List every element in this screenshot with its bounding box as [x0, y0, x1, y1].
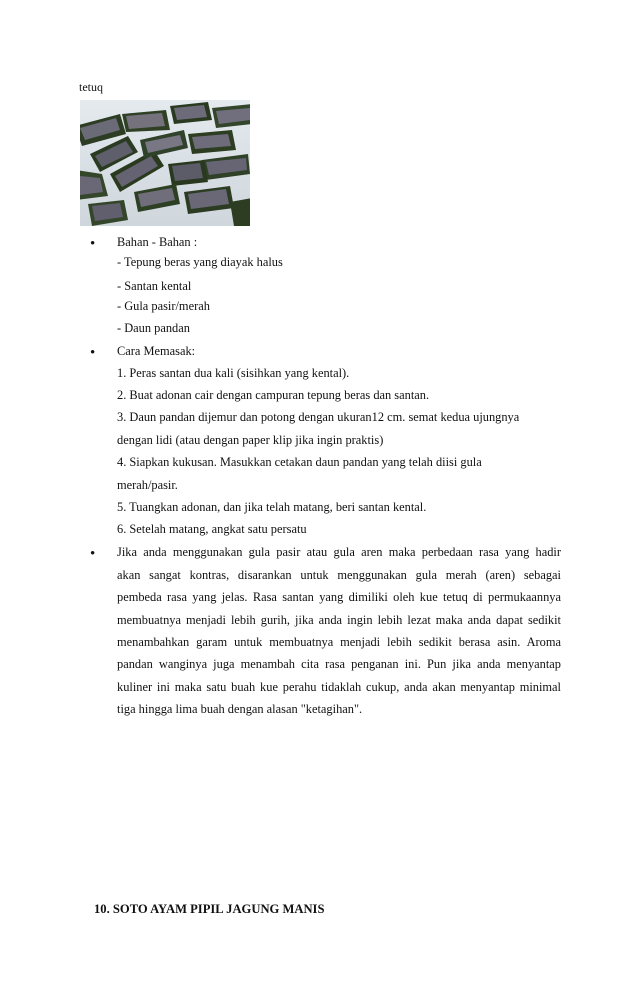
cara-step: 1. Peras santan dua kali (sisihkan yang kental).: [117, 366, 350, 380]
cara-step: dengan lidi (atau dengan paper klip jika ingin praktis): [117, 433, 384, 447]
bahan-item: - Santan kental: [117, 279, 192, 293]
bullet-tips: •: [90, 546, 96, 562]
cara-step: 2. Buat adonan cair dengan campuran tepung beras dan santan.: [117, 388, 430, 402]
tips-line: pembeda rasa yang jelas. Rasa santan yang dimiliki oleh kue tetuq di permukaannya: [117, 590, 561, 604]
cara-step: 5. Tuangkan adonan, dan jika telah matang, beri santan kental.: [117, 500, 427, 514]
tips-line: akan sangat kontras, disarankan untuk menggunakan gula merah (aren) sebagai: [117, 568, 561, 582]
bahan-item: - Tepung beras yang diayak halus: [117, 255, 283, 269]
tips-line: Jika anda menggunakan gula pasir atau gula aren maka perbedaan rasa yang hadir: [117, 545, 561, 559]
bahan-item: - Daun pandan: [117, 321, 190, 335]
cara-step: 4. Siapkan kukusan. Masukkan cetakan daun pandan yang telah diisi gula: [117, 455, 482, 469]
bahan-item: - Gula pasir/merah: [117, 299, 210, 313]
cara-step: 6. Setelah matang, angkat satu persatu: [117, 522, 307, 536]
tips-line: tiga hingga lima buah dengan alasan "ketagihan".: [117, 702, 363, 716]
cara-title: Cara Memasak:: [117, 344, 196, 358]
kue-tetuq-photo: [80, 100, 250, 226]
bullet-cara: •: [90, 345, 96, 361]
cara-step: merah/pasir.: [117, 478, 178, 492]
cara-step: 3. Daun pandan dijemur dan potong dengan ukuran12 cm. semat kedua ujungnya: [117, 410, 520, 424]
tips-line: pandan wanginya juga menambah cita rasa penganan ini. Pun jika anda menyantap: [117, 657, 561, 671]
tips-line: kuliner ini maka satu buah kue perahu tidaklah cukup, anda akan menyantap minimal: [117, 680, 561, 694]
tips-line: menambahkan garam untuk membuatnya menjadi lebih sedikit berasa asin. Aroma: [117, 635, 561, 649]
bullet-bahan: •: [90, 236, 96, 252]
image-caption: tetuq: [79, 80, 103, 94]
section-heading: 10. SOTO AYAM PIPIL JAGUNG MANIS: [94, 902, 325, 916]
tips-line: membuatnya menjadi lebih gurih, jika anda ingin lebih lezat maka anda dapat sedikit: [117, 613, 561, 627]
bahan-title: Bahan - Bahan :: [117, 235, 198, 249]
